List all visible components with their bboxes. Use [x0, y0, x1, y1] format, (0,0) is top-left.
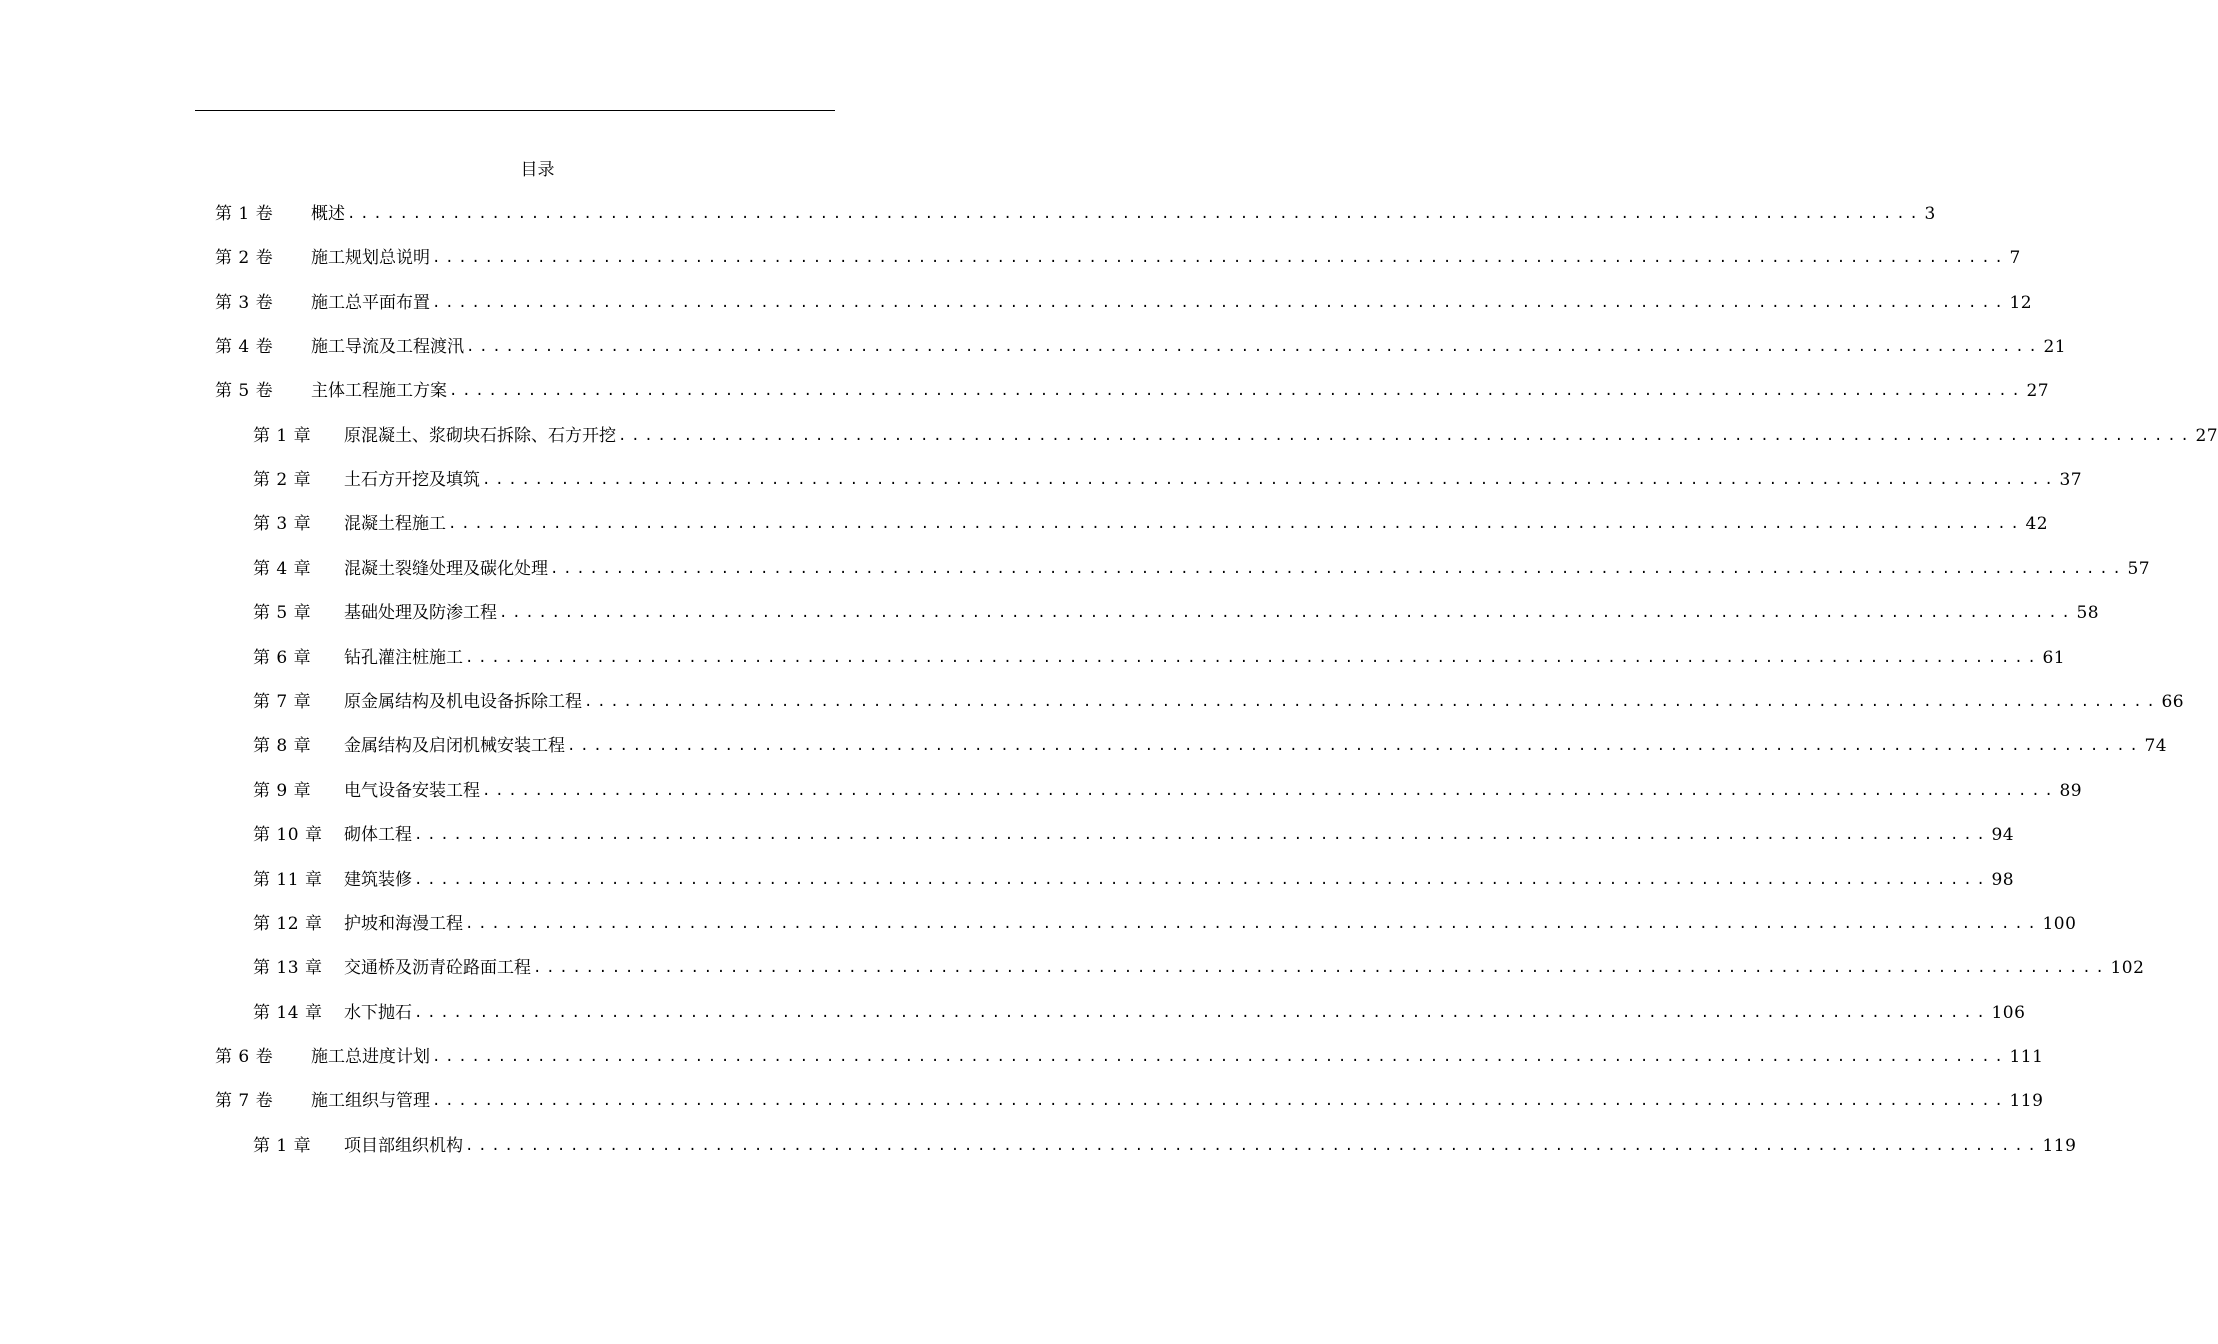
toc-entry-label: 第 11 章: [253, 870, 323, 890]
toc-entry-page: 89: [2059, 781, 2083, 801]
toc-entry-label: 第 3 卷: [215, 293, 274, 313]
toc-entry[interactable]: [253, 1000, 2026, 1026]
toc-entry-text: 土石方开挖及填筑: [344, 470, 480, 490]
dot-leader: ........................................................................................................................: [414, 872, 1990, 888]
dot-leader: ........................................................................................................................: [482, 472, 2058, 488]
toc-entry-label: 第 5 卷: [215, 381, 274, 401]
toc-entry-text: 主体工程施工方案: [311, 381, 447, 401]
dot-leader: ........................................................................................................................: [347, 206, 1923, 222]
toc-entry-text: 原混凝土、浆砌块石拆除、石方开挖: [344, 426, 616, 446]
toc-entry-text: 施工导流及工程渡汛: [311, 337, 464, 357]
toc-entry-page: 3: [1924, 204, 1936, 224]
toc-entry-label: 第 2 章: [253, 470, 312, 490]
toc-entry-label: 第 14 章: [253, 1003, 323, 1023]
dot-leader: ........................................................................................................................: [533, 960, 2109, 976]
dot-leader: ........................................................................................................................: [466, 339, 2042, 355]
toc-entry-label: 第 10 章: [253, 825, 323, 845]
dot-leader: ........................................................................................................................: [499, 605, 2075, 621]
toc-entry-page: 7: [2009, 248, 2021, 268]
toc-entry-page: 111: [2009, 1047, 2044, 1067]
toc-entry-label: 第 1 卷: [215, 204, 274, 224]
toc-entry-text: 概述: [311, 204, 345, 224]
toc-entry-page: 58: [2076, 603, 2100, 623]
toc-entry-page: 106: [1991, 1003, 2026, 1023]
toc-entry-page: 74: [2144, 736, 2168, 756]
toc-entry-page: 119: [2009, 1091, 2044, 1111]
dot-leader: ........................................................................................................................: [465, 650, 2041, 666]
dot-leader: ........................................................................................................................: [448, 516, 2024, 532]
toc-entry-page: 37: [2059, 470, 2083, 490]
toc-entry[interactable]: [215, 378, 2050, 404]
toc-entry-page: 98: [1991, 870, 2015, 890]
toc-entry-label: 第 9 章: [253, 781, 312, 801]
toc-entry-label: 第 8 章: [253, 736, 312, 756]
toc-entry-text: 混凝土裂缝处理及碳化处理: [344, 559, 548, 579]
toc-entry[interactable]: [253, 511, 2049, 537]
toc-entry-page: 102: [2110, 958, 2145, 978]
toc-entry-label: 第 4 卷: [215, 337, 274, 357]
toc-entry-text: 施工总平面布置: [311, 293, 430, 313]
toc-entry-text: 金属结构及启闭机械安装工程: [344, 736, 565, 756]
toc-entry[interactable]: [253, 1133, 2077, 1159]
dot-leader: ........................................................................................................................: [414, 1005, 1990, 1021]
toc-entry-page: 27: [2195, 426, 2218, 446]
toc-entry[interactable]: [253, 778, 2083, 804]
toc-entry-text: 砌体工程: [344, 825, 412, 845]
toc-entry-label: 第 5 章: [253, 603, 312, 623]
dot-leader: ........................................................................................................................: [618, 428, 2194, 444]
toc-entry-page: 12: [2009, 293, 2033, 313]
toc-entry-text: 施工规划总说明: [311, 248, 430, 268]
toc-entry-label: 第 7 卷: [215, 1091, 274, 1111]
toc-entry-text: 项目部组织机构: [344, 1136, 463, 1156]
toc-entry-text: 电气设备安装工程: [344, 781, 480, 801]
toc-entry-label: 第 1 章: [253, 426, 312, 446]
toc-entry-text: 基础处理及防渗工程: [344, 603, 497, 623]
dot-leader: ........................................................................................................................: [432, 1049, 2008, 1065]
dot-leader: ........................................................................................................................: [449, 383, 2025, 399]
toc-entry[interactable]: [215, 201, 1936, 227]
toc-entry[interactable]: [215, 290, 2033, 316]
dot-leader: ........................................................................................................................: [414, 827, 1990, 843]
toc-entry-page: 21: [2043, 337, 2067, 357]
toc-entry[interactable]: [253, 911, 2077, 937]
toc-entry-text: 原金属结构及机电设备拆除工程: [344, 692, 582, 712]
toc-entry-label: 第 3 章: [253, 514, 312, 534]
toc-entry-label: 第 1 章: [253, 1136, 312, 1156]
toc-entry[interactable]: [253, 867, 2015, 893]
toc-entry-page: 100: [2042, 914, 2077, 934]
dot-leader: ........................................................................................................................: [584, 694, 2160, 710]
toc-entry[interactable]: [253, 600, 2100, 626]
toc-entry[interactable]: [253, 822, 2015, 848]
toc-entry[interactable]: [215, 1044, 2044, 1070]
toc-entry[interactable]: [253, 733, 2168, 759]
dot-leader: ........................................................................................................................: [432, 250, 2008, 266]
toc-entry[interactable]: [215, 1088, 2044, 1114]
toc-entry-page: 57: [2127, 559, 2151, 579]
dot-leader: ........................................................................................................................: [465, 1138, 2041, 1154]
dot-leader: ........................................................................................................................: [432, 1093, 2008, 1109]
toc-entry[interactable]: [253, 467, 2083, 493]
toc-entry[interactable]: [253, 955, 2145, 981]
toc-entry-label: 第 7 章: [253, 692, 312, 712]
dot-leader: ........................................................................................................................: [432, 295, 2008, 311]
dot-leader: ........................................................................................................................: [567, 738, 2143, 754]
toc-entry-text: 护坡和海漫工程: [344, 914, 463, 934]
toc-entry-text: 混凝土程施工: [344, 514, 446, 534]
toc-entry[interactable]: [215, 334, 2067, 360]
toc-entry-text: 钻孔灌注桩施工: [344, 648, 463, 668]
toc-entry-page: 61: [2042, 648, 2066, 668]
toc-entry-label: 第 2 卷: [215, 248, 274, 268]
toc-entry-label: 第 6 卷: [215, 1047, 274, 1067]
toc-entry-page: 94: [1991, 825, 2015, 845]
toc-entry-label: 第 12 章: [253, 914, 323, 934]
toc-entry[interactable]: [253, 423, 2218, 449]
toc-entry-page: 42: [2025, 514, 2049, 534]
toc-entry-text: 交通桥及沥青砼路面工程: [344, 958, 531, 978]
toc-entry-text: 建筑装修: [344, 870, 412, 890]
toc-entry-text: 施工总进度计划: [311, 1047, 430, 1067]
toc-entry-label: 第 4 章: [253, 559, 312, 579]
toc-entry-label: 第 13 章: [253, 958, 323, 978]
toc-entry[interactable]: [215, 245, 2021, 271]
toc-entry[interactable]: [253, 645, 2066, 671]
toc-title: 目录: [520, 160, 555, 180]
dot-leader: ........................................................................................................................: [482, 783, 2058, 799]
toc-entry-text: 水下抛石: [344, 1003, 412, 1023]
dot-leader: ........................................................................................................................: [465, 916, 2041, 932]
toc-entry-text: 施工组织与管理: [311, 1091, 430, 1111]
toc-entry[interactable]: [253, 556, 2151, 582]
toc-entry-page: 119: [2042, 1136, 2077, 1156]
toc-entry[interactable]: [253, 689, 2185, 715]
toc-entry-page: 66: [2161, 692, 2185, 712]
dot-leader: ........................................................................................................................: [550, 561, 2126, 577]
toc-entry-label: 第 6 章: [253, 648, 312, 668]
toc-entry-page: 27: [2026, 381, 2050, 401]
